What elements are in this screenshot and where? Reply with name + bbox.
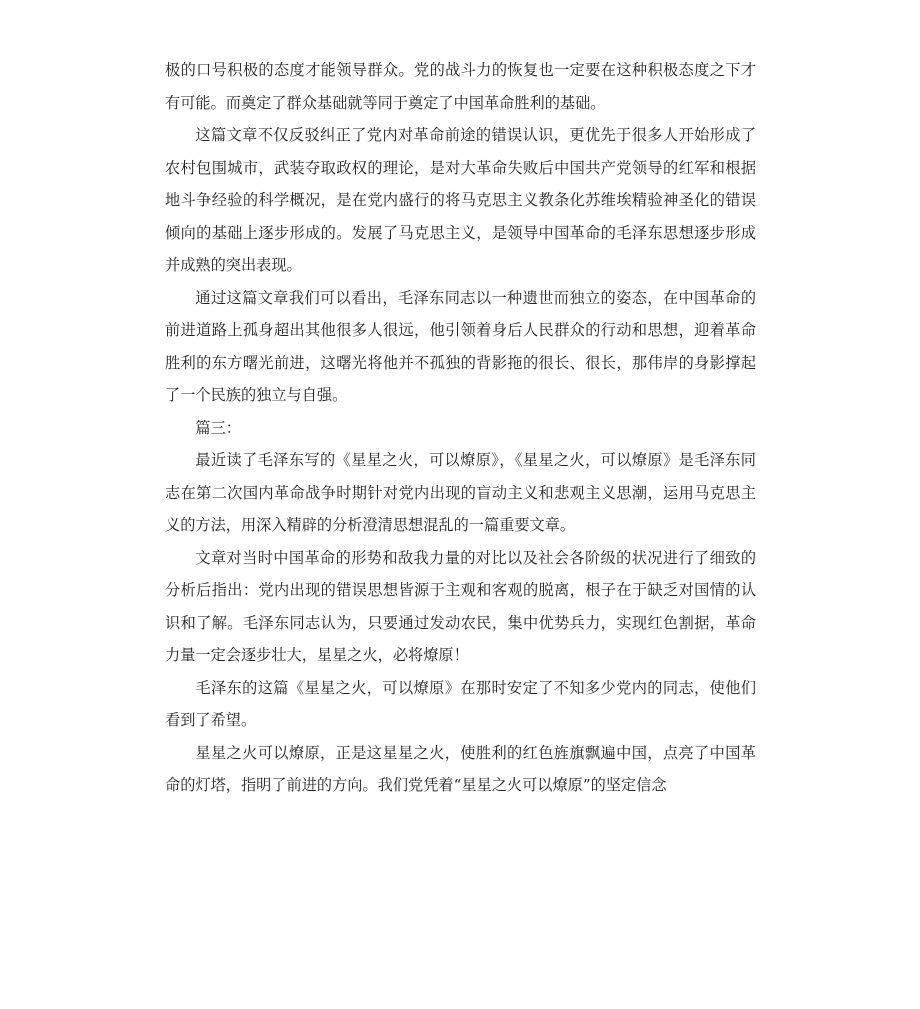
paragraph: 毛泽东的这篇《星星之火，可以燎原》在那时安定了不知多少党内的同志，使他们看到了希望。 <box>165 678 756 729</box>
paragraph-continued: 极的口号积极的态度才能领导群众。党的战斗力的恢复也一定要在这种积极态度之下才有可能。而奠定了群众基础就等同于奠定了中国革命胜利的基础。 <box>165 61 756 112</box>
document-body <box>165 54 756 802</box>
paragraph: 星星之火可以燎原，正是这星星之火，使胜利的红色旌旗飘遍中国，点亮了中国革命的灯塔，指明了前进的方向。我们党凭着“星星之火可以燎原”的坚定信念 <box>165 743 756 794</box>
paragraph: 文章对当时中国革命的形势和敌我力量的对比以及社会各阶级的状况进行了细致的分析后指出：党内出现的错误思想皆源于主观和客观的脱离，根子在于缺乏对国情的认识和了解。毛泽东同志认为，只要通过发动农民，集中优势兵力，实现红色割据，革命力量一定会逐步壮大，星星之火，必将燎原！ <box>165 548 756 664</box>
paragraph: 这篇文章不仅反驳纠正了党内对革命前途的错误认识，更优先于很多人开始形成了农村包围城市，武装夺取政权的理论，是对大革命失败后中国共产党领导的红军和根据地斗争经验的科学概况，是在党内盛行的将马克思主义教条化苏维埃精验神圣化的错误倾向的基础上逐步形成的。发展了马克思主义，是领导中国革命的毛泽东思想逐步形成并成熟的突出表现。 <box>165 126 756 274</box>
paragraph: 通过这篇文章我们可以看出，毛泽东同志以一种遗世而独立的姿态，在中国革命的前进道路上孤身超出其他很多人很远，他引领着身后人民群众的行动和思想，迎着革命胜利的东方曙光前进，这曙光将他并不孤独的背影拖的很长、很长，那伟岸的身影撑起了一个民族的独立与自强。 <box>165 288 756 404</box>
section-heading: 篇三： <box>195 418 241 437</box>
paragraph: 最近读了毛泽东写的《星星之火，可以燎原》，《星星之火，可以燎原》是毛泽东同志在第二次国内革命战争时期针对党内出现的盲动主义和悲观主义思潮，运用马克思主义的方法，用深入精辟的分析澄清思想混乱的一篇重要文章。 <box>165 451 756 534</box>
